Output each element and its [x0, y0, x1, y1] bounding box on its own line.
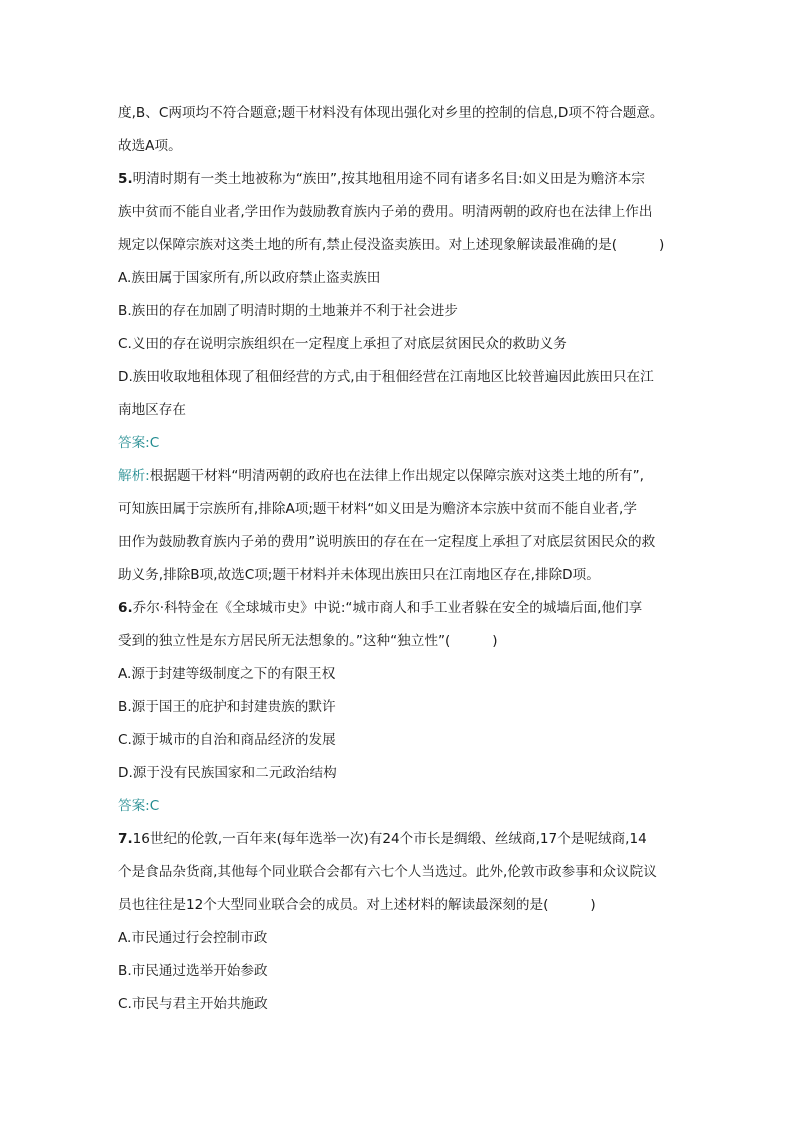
q7-option-a: A.市民通过行会控制市政 [118, 930, 268, 946]
q5-analysis-text-1: 根据题干材料“明清两朝的政府也在法律上作出规定以保障宗族对这类土地的所有”, [149, 468, 644, 484]
q5-analysis-line-2: 可知族田属于宗族所有,排除A项;题干材料“如义田是为赡济本宗族中贫而不能自业者,学 [118, 501, 637, 517]
q7-stem-text-1: 16世纪的伦敦,一百年来(每年选举一次)有24个市长是绸缎、丝绒商,17个是呢绒商,14 [132, 831, 647, 847]
q6-answer: 答案:C [118, 798, 160, 814]
q5-analysis-line-1 [118, 466, 644, 486]
q7-stem-text-3: 员也往往是12个大型同业联合会的成员。对上述材料的解读最深刻的是( [118, 897, 549, 913]
q7-number: 7. [118, 831, 133, 847]
q6-option-a: A.源于封建等级制度之下的有限王权 [118, 666, 336, 682]
intro-line-2: 故选A项。 [118, 138, 182, 154]
q5-close-paren: ) [659, 237, 665, 253]
q6-option-c: C.源于城市的自治和商品经济的发展 [118, 732, 336, 748]
q5-answer: 答案:C [118, 435, 160, 451]
q7-stem-line-1 [118, 829, 647, 849]
q5-option-b: B.族田的存在加剧了明清时期的土地兼并不利于社会进步 [118, 303, 458, 319]
q5-stem-text-1: 明清时期有一类土地被称为“族田”,按其地租用途不同有诸多名目:如义田是为赡济本宗 [132, 171, 645, 187]
q5-number: 5. [118, 171, 133, 187]
q6-option-d: D.源于没有民族国家和二元政治结构 [118, 765, 337, 781]
intro-line-1: 度,B、C两项均不符合题意;题干材料没有体现出强化对乡里的控制的信息,D项不符合题意。 [118, 105, 664, 121]
q6-stem-line-1 [118, 598, 642, 618]
q5-option-a: A.族田属于国家所有,所以政府禁止盗卖族田 [118, 270, 381, 286]
q5-stem-line-1 [118, 169, 645, 189]
q5-stem-line-3 [118, 235, 664, 255]
q5-option-c: C.义田的存在说明宗族组织在一定程度上承担了对底层贫困民众的救助义务 [118, 336, 567, 352]
q6-option-b: B.源于国王的庇护和封建贵族的默许 [118, 699, 336, 715]
q7-stem-line-3 [118, 895, 596, 915]
q6-stem-text-2: 受到的独立性是东方居民所无法想象的。”这种“独立性”( [118, 633, 451, 649]
q7-stem-line-2: 个是食品杂货商,其他每个同业联合会都有六七个人当选过。此外,伦敦市政参事和众议院议 [118, 864, 657, 880]
q6-stem-line-2 [118, 631, 498, 651]
q7-close-paren: ) [590, 897, 596, 913]
q5-stem-text-3: 规定以保障宗族对这类土地的所有,禁止侵没盗卖族田。对上述现象解读最准确的是( [118, 237, 617, 253]
q6-stem-text-1: 乔尔·科特金在《全球城市史》中说:“城市商人和手工业者躲在安全的城墙后面,他们享 [132, 600, 643, 616]
q6-number: 6. [118, 600, 133, 616]
q5-analysis-label: 解析: [118, 468, 150, 484]
q5-option-d-line-2: 南地区存在 [118, 402, 186, 418]
q7-option-c: C.市民与君主开始共施政 [118, 996, 268, 1012]
q5-analysis-line-4: 助义务,排除B项,故选C项;题干材料并未体现出族田只在江南地区存在,排除D项。 [118, 567, 600, 583]
q5-option-d-line-1: D.族田收取地租体现了租佃经营的方式,由于租佃经营在江南地区比较普遍因此族田只在江 [118, 369, 654, 385]
q6-close-paren: ) [492, 633, 498, 649]
q5-analysis-line-3: 田作为鼓励教育族内子弟的费用”说明族田的存在在一定程度上承担了对底层贫困民众的救 [118, 534, 656, 550]
q5-stem-line-2: 族中贫而不能自业者,学田作为鼓励教育族内子弟的费用。明清两朝的政府也在法律上作出 [118, 204, 653, 220]
q7-option-b: B.市民通过选举开始参政 [118, 963, 268, 979]
